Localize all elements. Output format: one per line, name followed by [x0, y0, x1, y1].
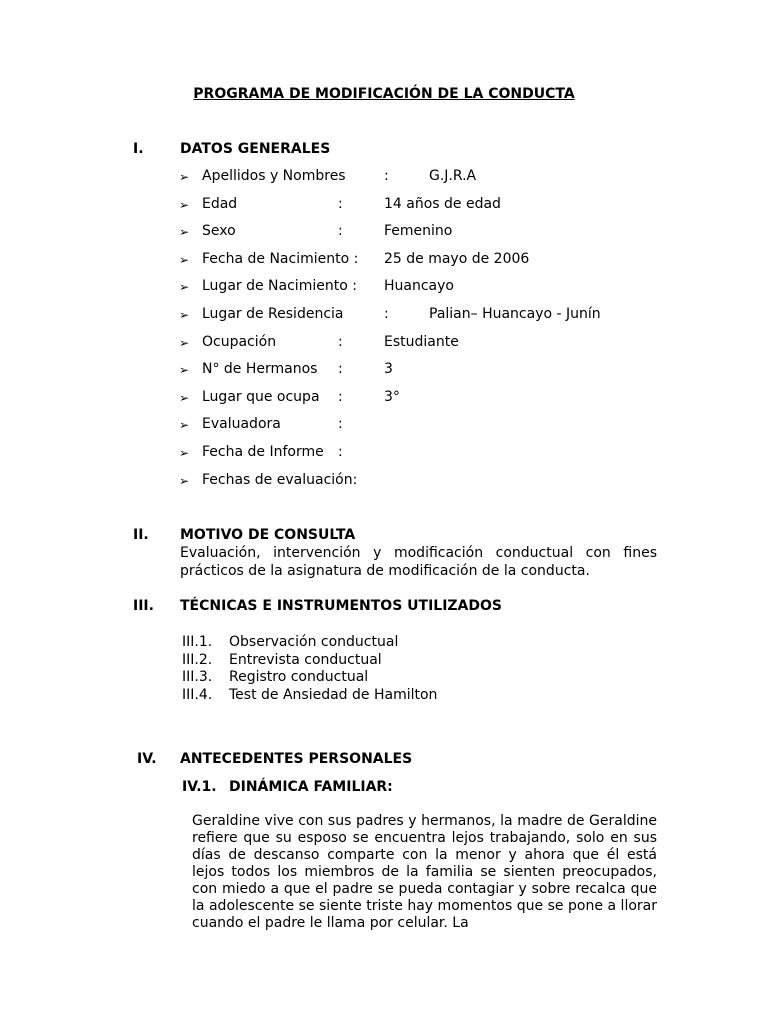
data-item-separator: :: [338, 361, 343, 377]
bullet-arrow-icon: ➢: [179, 446, 190, 460]
bullet-arrow-icon: ➢: [179, 308, 190, 322]
data-item-value: Femenino: [384, 223, 453, 239]
data-item-label: Fechas de evaluación:: [202, 472, 358, 488]
data-item-value: G.J.R.A: [429, 168, 477, 184]
dinamica-familiar-text: Geraldine vive con sus padres y hermanos, la madre de Geraldine refiere que su esposo se encuentra lejos trabajando, solo en sus días de descanso comparte con la menor y ahora que él está lejos todos los miembros de la familia se sienten preocupados, con miedo a que el padre se pueda contagiar y sobre recalca que la adolescente se siente triste hay momentos que se pone a llorar cuando el padre le llama por celular. La: [192, 813, 657, 931]
data-item-label: Ocupación: [202, 334, 277, 350]
bullet-arrow-icon: ➢: [179, 170, 190, 184]
document-title: PROGRAMA DE MODIFICACIÓN DE LA CONDUCTA: [193, 86, 575, 102]
technique-item-3-text: Registro conductual: [229, 669, 369, 685]
section-2-heading: MOTIVO DE CONSULTA: [180, 527, 356, 543]
bullet-arrow-icon: ➢: [179, 363, 190, 377]
technique-item-3-number: III.3.: [182, 669, 213, 685]
subsection-4-1-number: IV.1.: [182, 779, 217, 795]
data-item-value: 14 años de edad: [384, 196, 501, 212]
data-item-label: Evaluadora: [202, 416, 281, 432]
bullet-arrow-icon: ➢: [179, 418, 190, 432]
data-item-label: Lugar de Nacimiento :: [202, 278, 357, 294]
bullet-arrow-icon: ➢: [179, 280, 190, 294]
data-item-label: Fecha de Nacimiento :: [202, 251, 359, 267]
data-item-separator: :: [384, 168, 389, 184]
data-item-value: 3: [384, 361, 393, 377]
section-3-number: III.: [133, 598, 154, 614]
data-item-separator: :: [338, 444, 343, 460]
bullet-arrow-icon: ➢: [179, 198, 190, 212]
data-item-value: 25 de mayo de 2006: [384, 251, 530, 267]
data-item-separator: :: [338, 196, 343, 212]
section-1-number: I.: [133, 141, 144, 157]
section-3-heading: TÉCNICAS E INSTRUMENTOS UTILIZADOS: [180, 598, 502, 614]
technique-item-1-number: III.1.: [182, 634, 213, 650]
data-item-value: 3°: [384, 389, 400, 405]
data-item-separator: :: [338, 416, 343, 432]
data-item-separator: :: [384, 306, 389, 322]
data-item-value: Huancayo: [384, 278, 454, 294]
data-item-label: Edad: [202, 196, 238, 212]
data-item-separator: :: [338, 334, 343, 350]
technique-item-4-number: III.4.: [182, 687, 213, 703]
data-item-label: Sexo: [202, 223, 236, 239]
data-item-separator: :: [338, 223, 343, 239]
data-item-label: Fecha de Informe: [202, 444, 324, 460]
data-item-value: Palian– Huancayo - Junín: [429, 306, 601, 322]
bullet-arrow-icon: ➢: [179, 474, 190, 488]
section-4-heading: ANTECEDENTES PERSONALES: [180, 751, 413, 767]
technique-item-2-number: III.2.: [182, 652, 213, 668]
bullet-arrow-icon: ➢: [179, 391, 190, 405]
section-1-heading: DATOS GENERALES: [180, 141, 331, 157]
subsection-4-1-heading: DINÁMICA FAMILIAR:: [229, 779, 393, 795]
technique-item-1-text: Observación conductual: [229, 634, 399, 650]
bullet-arrow-icon: ➢: [179, 253, 190, 267]
motivo-consulta-text: Evaluación, intervención y modificación conductual con fines prácticos de la asignatura de modificación de la conducta.: [180, 545, 657, 579]
data-item-label: N° de Hermanos: [202, 361, 318, 377]
data-item-label: Apellidos y Nombres: [202, 168, 346, 184]
data-item-separator: :: [338, 389, 343, 405]
bullet-arrow-icon: ➢: [179, 336, 190, 350]
data-item-value: Estudiante: [384, 334, 459, 350]
data-item-label: Lugar que ocupa: [202, 389, 320, 405]
data-item-label: Lugar de Residencia: [202, 306, 344, 322]
section-4-number: IV.: [137, 751, 157, 767]
technique-item-2-text: Entrevista conductual: [229, 652, 382, 668]
section-2-number: II.: [133, 527, 149, 543]
technique-item-4-text: Test de Ansiedad de Hamilton: [229, 687, 438, 703]
bullet-arrow-icon: ➢: [179, 225, 190, 239]
